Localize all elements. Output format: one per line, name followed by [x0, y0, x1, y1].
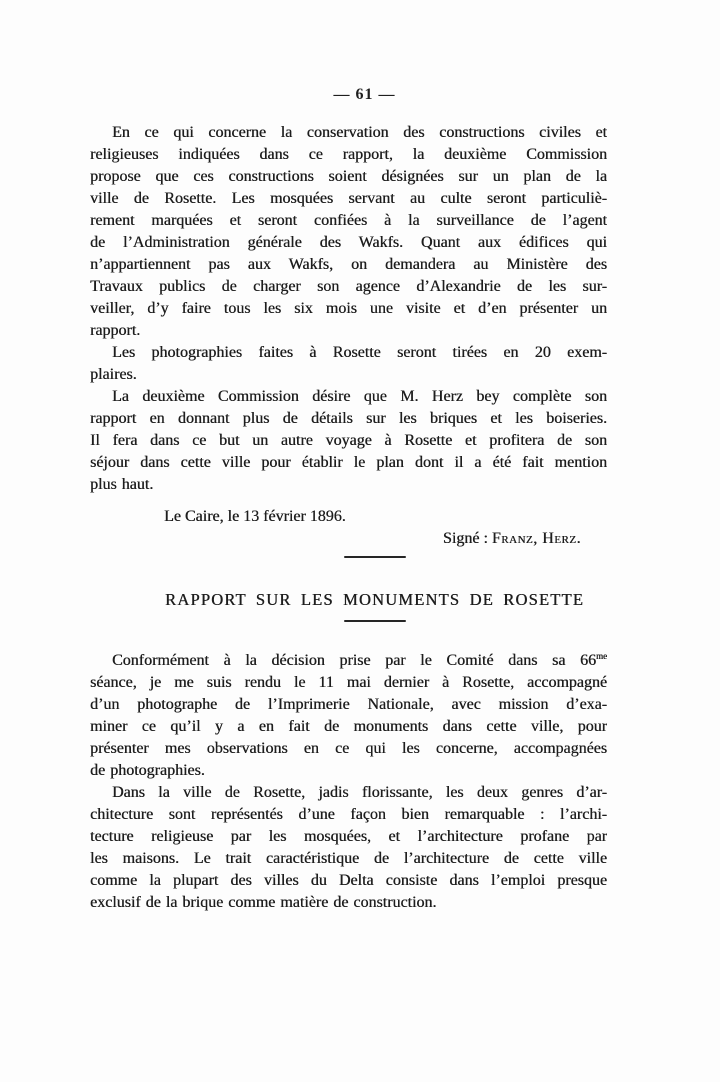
text-line: rapport. — [90, 322, 141, 339]
text-line: rapport en donnant plus de détails sur les briques et les boiseries. — [90, 410, 607, 427]
text-line — [90, 650, 607, 672]
signature-names: Franz, Herz. — [491, 530, 581, 547]
paragraph — [90, 342, 607, 386]
signature-prefix: Signé : — [442, 530, 492, 547]
text-line: tecture religieuse par les mosquées, et l’architecture profane par — [90, 828, 607, 845]
text-run: Conformément à la décision prise par le Comité dans sa 66 — [112, 652, 596, 669]
section-heading: RAPPORT SUR LES MONUMENTS DE ROSETTE — [165, 590, 584, 609]
text-line: En ce qui concerne la conservation des constructions civiles et — [112, 124, 607, 141]
text-line: de photographies. — [90, 762, 205, 779]
text-line: Il fera dans ce but un autre voyage à Rosette et profitera de son — [90, 432, 607, 449]
text-line: séance, je me suis rendu le 11 mai dernier à Rosette, accompagné — [90, 674, 607, 691]
page-number: — 61 — — [333, 86, 396, 103]
superscript-ordinal: me — [596, 651, 607, 661]
paragraph — [90, 782, 607, 914]
text-line: veiller, d’y faire tous les six mois une visite et d’en présenter un — [90, 300, 607, 317]
text-line: Dans la ville de Rosette, jadis florissante, les deux genres d’ar- — [112, 784, 607, 801]
signature-line — [90, 528, 607, 550]
text-line: ville de Rosette. Les mosquées servant au culte seront particuliè- — [90, 190, 607, 207]
divider-rule — [344, 556, 406, 558]
text-line: plus haut. — [90, 476, 154, 493]
text-line: présenter mes observations en ce qui les concerne, accompagnées — [90, 740, 607, 757]
text-line: n’appartiennent pas aux Wakfs, on demandera au Ministère des — [90, 256, 607, 273]
page-content — [90, 0, 607, 914]
text-line: Les photographies faites à Rosette seront tirées en 20 exem- — [112, 344, 607, 361]
divider-rule — [344, 620, 406, 622]
text-line: religieuses indiquées dans ce rapport, la deuxième Commission — [90, 146, 607, 163]
text-line: d’un photographe de l’Imprimerie Nationale, avec mission d’exa- — [90, 696, 607, 713]
text-line: comme la plupart des villes du Delta consiste dans l’emploi presque — [90, 872, 607, 889]
paragraph — [90, 386, 607, 496]
text-line: séjour dans cette ville pour établir le plan dont il a été fait mention — [90, 454, 607, 471]
text-line: La deuxième Commission désire que M. Herz bey complète son — [112, 388, 607, 405]
text-line: Travaux publics de charger son agence d’Alexandrie de les sur- — [90, 278, 607, 295]
paragraph — [90, 122, 607, 342]
text-line: plaires. — [90, 366, 137, 383]
text-line: propose que ces constructions soient désignées sur un plan de la — [90, 168, 607, 185]
paragraph — [90, 650, 607, 782]
text-line: rement marquées et seront confiées à la surveillance de l’agent — [90, 212, 607, 229]
text-line: les maisons. Le trait caractéristique de l’architecture de cette ville — [90, 850, 607, 867]
dateline: Le Caire, le 13 février 1896. — [164, 508, 346, 525]
text-line: de l’Administration générale des Wakfs. Quant aux édifices qui — [90, 234, 607, 251]
text-line: miner ce qu’il y a en fait de monuments dans cette ville, pour — [90, 718, 607, 735]
text-line: exclusif de la brique comme matière de construction. — [90, 894, 437, 911]
text-line: chitecture sont représentés d’une façon bien remarquable : l’archi- — [90, 806, 607, 823]
